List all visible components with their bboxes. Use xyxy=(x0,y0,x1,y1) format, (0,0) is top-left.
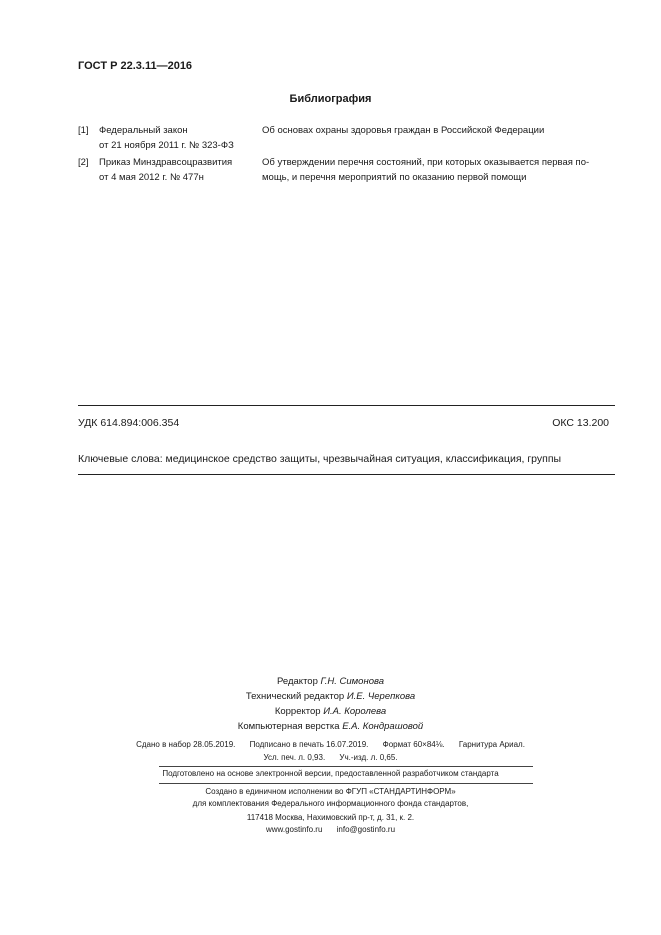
divider-top xyxy=(78,405,615,406)
submitted-date: Сдано в набор 28.05.2019. xyxy=(136,740,236,749)
created-line1: Создано в единичном исполнении во ФГУП «СТАНДАРТИНФОРМ» xyxy=(205,787,456,796)
paper-format: Формат 60×84⅛. xyxy=(382,740,445,749)
bib-entry-1-number: [1] xyxy=(78,125,89,136)
udk-code: УДК 614.894:006.354 xyxy=(78,417,180,429)
publication-details-line1 xyxy=(0,739,661,751)
publication-details-line2 xyxy=(0,752,661,764)
signed-date: Подписано в печать 16.07.2019. xyxy=(249,740,369,749)
bib-entry-2-desc-line2: мощь, и перечня мероприятий по оказанию первой помощи xyxy=(262,172,527,183)
bib-entry-1-desc-line1: Об основах охраны здоровья граждан в Российской Федерации xyxy=(262,125,545,136)
divider-bottom xyxy=(78,474,615,475)
bib-entry-1-source xyxy=(99,123,234,153)
credit-editor: Редактор Г.Н. Симонова xyxy=(276,676,385,687)
bib-entry-1-source-line2: от 21 ноября 2011 г. № 323-ФЗ xyxy=(99,140,234,151)
prepared-note: Подготовлено на основе электронной версии, предоставленной разработчиком стандарта xyxy=(162,769,499,778)
email-link[interactable]: info@gostinfo.ru xyxy=(336,825,396,834)
website-link[interactable]: www.gostinfo.ru xyxy=(265,825,323,834)
created-line2: для комплектования Федерального информационного фонда стандартов, xyxy=(192,799,469,808)
bib-entry-2-source-line1: Приказ Минздравсоцразвития xyxy=(99,157,233,168)
bib-entry-2-source-line2: от 4 мая 2012 г. № 477н xyxy=(99,172,204,183)
publisher-address: 117418 Москва, Нахимовский пр-т, д. 31, к. 2. xyxy=(246,813,415,822)
oks-code: ОКС 13.200 xyxy=(552,417,609,429)
bibliography-title: Библиография xyxy=(289,93,372,105)
typeface: Гарнитура Ариал. xyxy=(458,740,525,749)
publisher-contacts xyxy=(0,824,661,836)
bib-entry-2-desc-line1: Об утверждении перечня состояний, при которых оказывается первая по- xyxy=(262,157,590,168)
document-code: ГОСТ Р 22.3.11—2016 xyxy=(78,60,193,72)
publisher-sheets: Уч.-изд. л. 0,65. xyxy=(339,753,398,762)
print-sheets: Усл. печ. л. 0,93. xyxy=(263,753,326,762)
pub-divider-2 xyxy=(159,783,533,784)
credit-layout: Компьютерная верстка Е.А. Кондрашовой xyxy=(237,721,424,732)
pub-divider-1 xyxy=(159,766,533,767)
bib-entry-2-source xyxy=(99,155,232,185)
credits-block xyxy=(0,674,661,734)
credit-proofreader: Корректор И.А. Королева xyxy=(274,706,387,717)
keywords: Ключевые слова: медицинское средство защиты, чрезвычайная ситуация, классификация, группы xyxy=(78,453,562,465)
bib-entry-2-description xyxy=(262,155,589,185)
bib-entry-2-number: [2] xyxy=(78,157,89,168)
bib-entry-1-source-line1: Федеральный закон xyxy=(99,125,188,136)
credit-tech-editor: Технический редактор И.Е. Черепкова xyxy=(245,691,416,702)
bib-entry-1-description xyxy=(262,123,544,138)
